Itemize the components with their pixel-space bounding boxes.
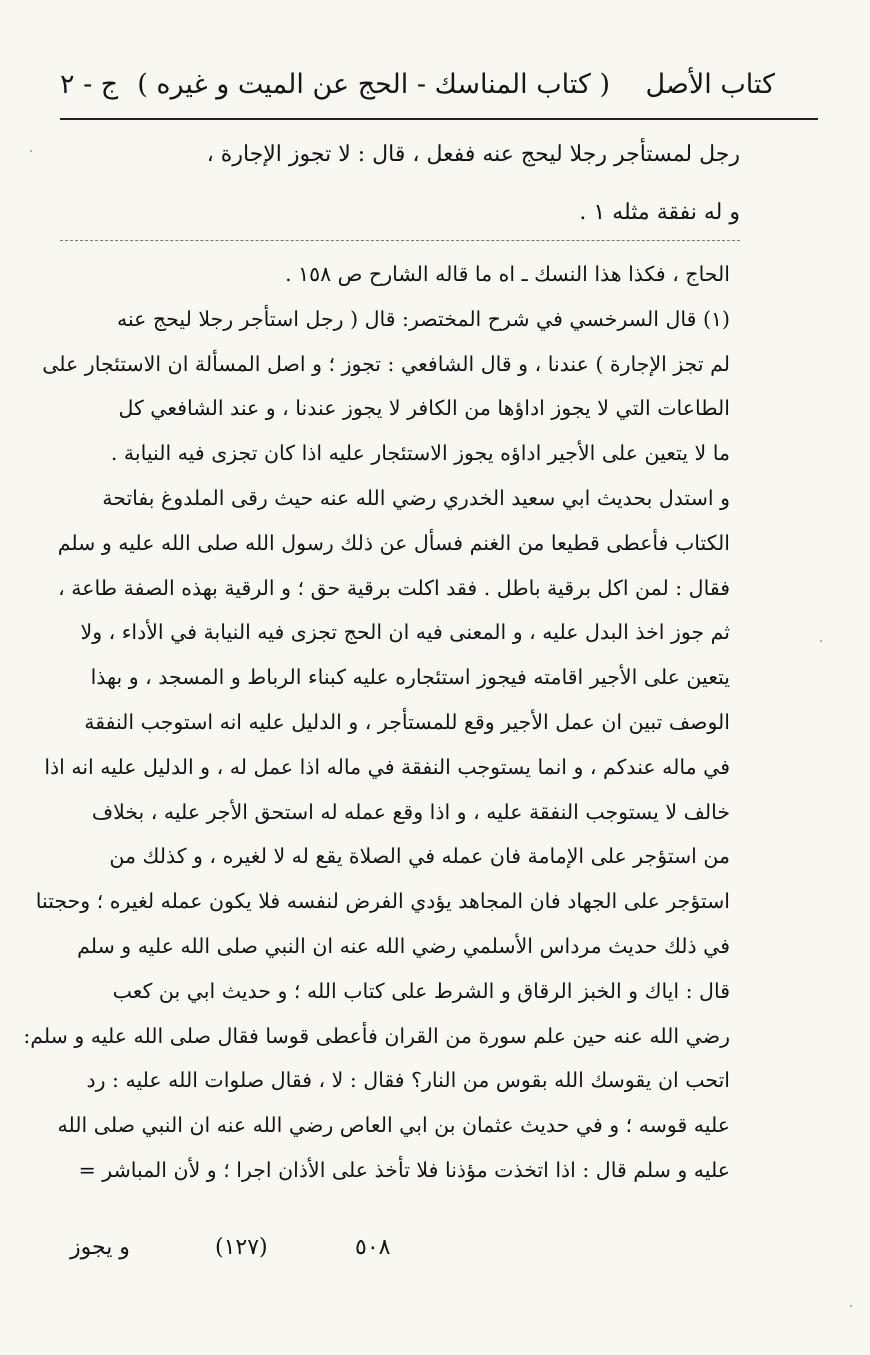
running-header [60,60,775,110]
footnote-line: ثم جوز اخذ البدل عليه ، و المعنى فيه ان الحج تجزى فيه النيابة في الأداء ، ولا [80,620,730,645]
footnotes [23,252,730,1193]
footnote-line: رضي الله عنه حين علم سورة من القران فأعطى قوسا فقال صلى الله عليه و سلم: [23,1023,730,1048]
footnote-line: فقال : لمن اكل برقية باطل . فقد اكلت برقية حق ؛ و الرقية بهذه الصفة طاعة ، [58,575,730,600]
header-rule [60,118,818,120]
footnote-line: يتعين على الأجير اقامته فيجوز استئجاره عليه كبناء الرباط و المسجد ، و بهذا [90,665,730,690]
footnote-line: قال : اياك و الخبز الرقاق و الشرط على كتاب الله ؛ و حديث ابي بن كعب [112,978,730,1003]
footnote-line: (١) قال السرخسي في شرح المختصر: قال ( رجل استأجر رجلا ليحج عنه [117,306,730,331]
volume-number: ج - ٢ [60,69,119,100]
footnote-line: اتحب ان يقوسك الله بقوس من النار؟ فقال : لا ، فقال صلوات الله عليه : رد [86,1068,730,1093]
scan-speck [30,150,32,152]
print-number: (١٢٧) [215,1235,268,1260]
page-footer [70,1228,730,1268]
book-title: كتاب الأصل [645,69,775,100]
footnote-line: الكتاب فأعطى قطيعا من الغنم فسأل عن ذلك رسول الله صلى الله عليه و سلم [57,530,730,555]
footnote-line: و استدل بحديث ابي سعيد الخدري رضي الله عنه حيث رقى الملدوغ بفاتحة [102,485,730,510]
main-text-line: رجل لمستأجر رجلا ليحج عنه ففعل ، قال : لا تجوز الإجارة ، [206,142,740,167]
footnote-line: عليه قوسه ؛ و في حديث عثمان بن ابي العاص رضي الله عنه ان النبي صلى الله [57,1113,730,1138]
footnote-line: في ذلك حديث مرداس الأسلمي رضي الله عنه ان النبي صلى الله عليه و سلم [77,933,730,958]
footnote-line: استؤجر على الجهاد فان المجاهد يؤدي الفرض لنفسه فلا يكون عمله لغيره ؛ وحجتنا [35,889,730,914]
footnote-line: الحاج ، فكذا هذا النسك ـ اه ما قاله الشارح ص ١٥٨ . [285,262,730,286]
footnote-line: خالف لا يستوجب النفقة عليه ، و اذا وقع عمله له استحق الأجر عليه ، بخلاف [91,799,730,824]
footnote-line: من استؤجر على الإمامة فان عمله في الصلاة يقع له لا لغيره ، و كذلك من [109,844,730,869]
footnote-line: ما لا يتعين على الأجير اداؤه يجوز الاستئجار عليه اذا كان تجزى فيه النيابة . [110,441,730,466]
page-number: ٥٠٨ [355,1235,391,1260]
main-text-line: و له نفقة مثله ۱ . [579,200,740,225]
footnote-line: الطاعات التي لا يجوز اداؤها من الكافر لا يجوز عندنا ، و عند الشافعي كل [118,396,730,421]
catchword: و يجوز [70,1235,130,1260]
footnote-line: في ماله عندكم ، و انما يستوجب النفقة في ماله اذا عمل له ، و الدليل عليه انه اذا [44,754,730,779]
scan-speck [850,1305,852,1307]
chapter-title: ( كتاب المناسك - الحج عن الميت و غيره ) [137,69,610,100]
footnote-line: عليه و سلم قال : اذا اتخذت مؤذنا فلا تأخذ على الأذان اجرا ؛ و لأن المباشر = [78,1157,730,1182]
main-text [60,126,740,242]
scan-speck [820,640,822,642]
footnote-line: الوصف تبين ان عمل الأجير وقع للمستأجر ، و الدليل عليه انه استوجب النفقة [84,709,730,734]
footnote-line: لم تجز الإجارة ) عندنا ، و قال الشافعي : تجوز ؛ و اصل المسألة ان الاستئجار على [42,351,730,376]
footnote-separator [60,240,740,241]
